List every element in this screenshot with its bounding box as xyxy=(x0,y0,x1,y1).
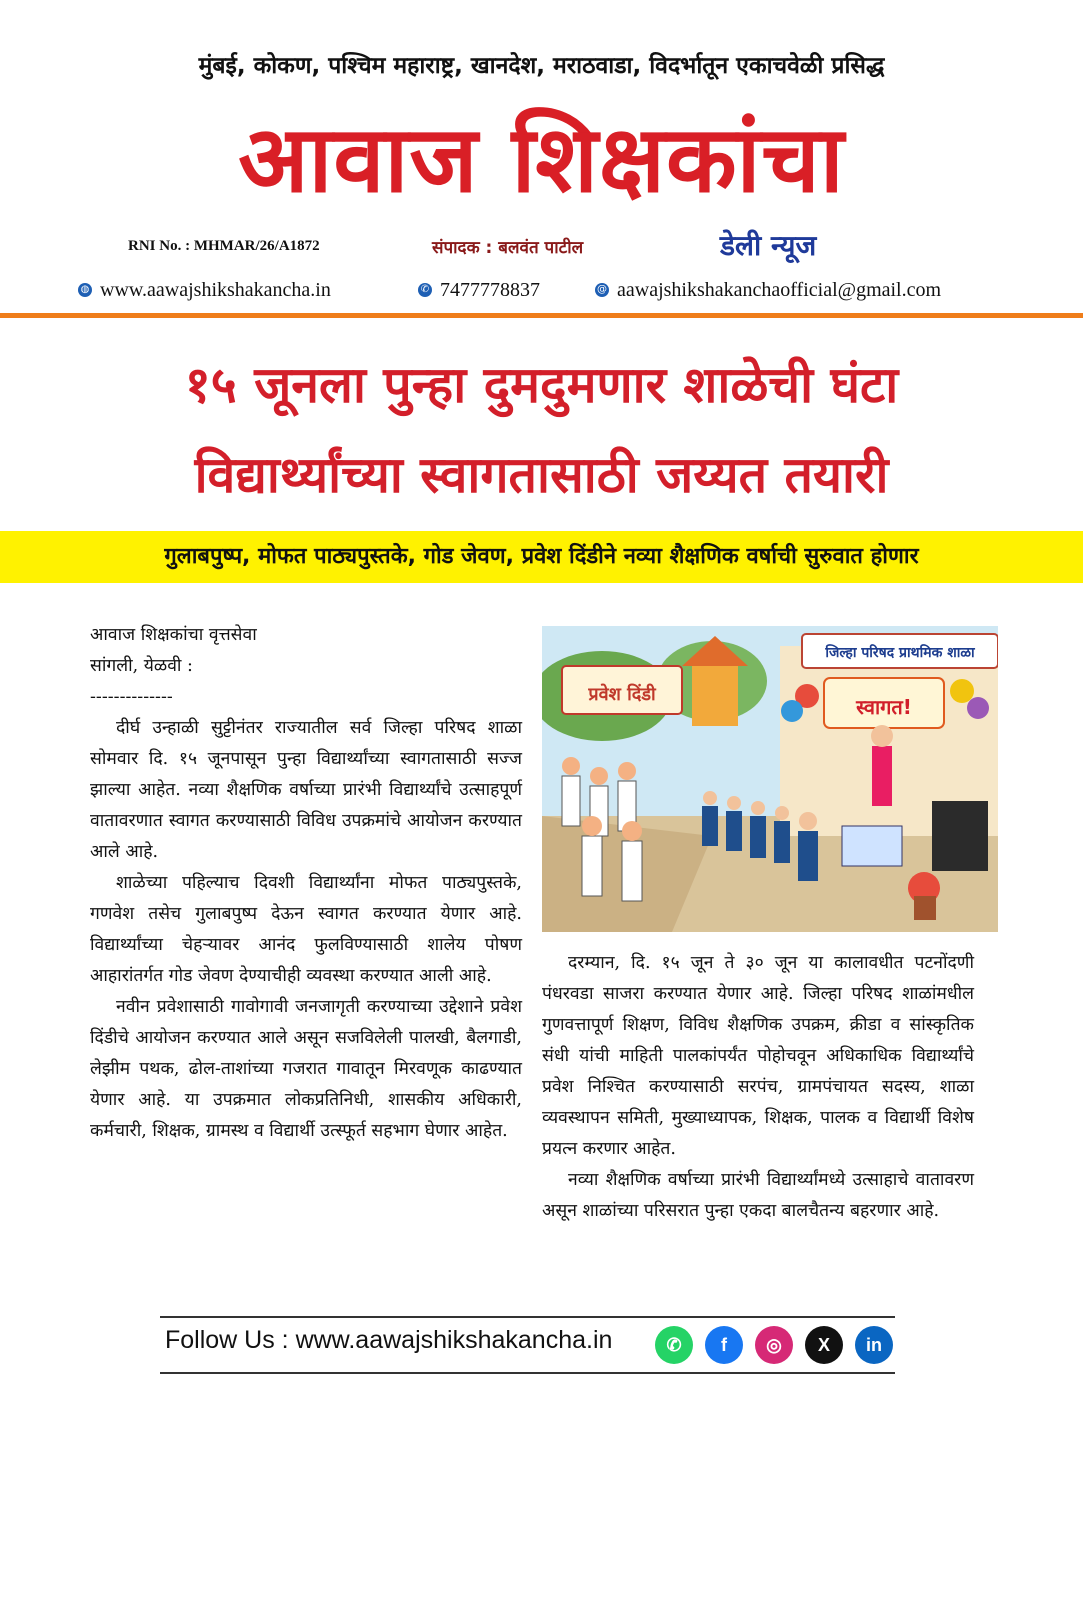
email-icon: @ xyxy=(597,284,607,295)
footer-rule-top xyxy=(160,1316,895,1318)
editor-credit: संपादक : बलवंत पाटील xyxy=(432,238,584,258)
paragraph-3: नवीन प्रवेशासाठी गावोगावी जनजागृती करण्याच्या उद्देशाने प्रवेश दिंडीचे आयोजन करण्यात आले असून सजविलेली पालखी, बैलगाडी, लेझीम पथक, ढोल-ताशांच्या गजरात गावातून मिरवणूक काढण्यात येणार आहे. या उपक्रमात लोकप्रतिनिधी, शासकीय अधिकारी, कर्मचारी, शिक्षक, ग्रामस्थ व विद्यार्थी उत्स्फूर्त सहभाग घेणार आहेत. xyxy=(90,997,522,1141)
paragraph-2: शाळेच्या पहिल्याच दिवशी विद्यार्थ्यांना मोफत पाठ्यपुस्तके, गणवेश तसेच गुलाबपुष्प देऊन स्वागत करण्यात येणार आहे. विद्यार्थ्यांच्या चेहऱ्यावर आनंद फुलविण्यासाठी शालेय पोषण आहारांतर्गत गोड जेवण देण्याचीही व्यवस्था करण्यात आली आहे. xyxy=(90,873,522,986)
school-sign-text: जिल्हा परिषद प्राथमिक शाळा xyxy=(825,645,975,661)
phone-icon: ✆ xyxy=(418,283,432,297)
article-column-left xyxy=(90,620,522,1147)
subheadline-bar: गुलाबपुष्प, मोफत पाठ्यपुस्तके, गोड जेवण, प्रवेश दिंडीने नव्या शैक्षणिक वर्षाची सुरुवात होणार xyxy=(0,531,1083,583)
phone-text: 7477778837 xyxy=(440,278,540,301)
header-divider xyxy=(0,313,1083,318)
website-contact[interactable] xyxy=(78,277,331,303)
phone-contact[interactable] xyxy=(418,277,540,303)
paragraph-5: नव्या शैक्षणिक वर्षाच्या प्रारंभी विद्यार्थ्यांमध्ये उत्साहाचे वातावरण असून शाळांच्या परिसरात पुन्हा एकदा बालचैतन्य बहरणार आहे. xyxy=(542,1170,974,1221)
headline-line-1: १५ जूनला पुन्हा दुमदुमणार शाळेची घंटा xyxy=(184,356,899,414)
article-illustration xyxy=(542,626,998,932)
social-icons xyxy=(655,1326,893,1364)
follow-us-link[interactable]: Follow Us : www.aawajshikshakancha.in xyxy=(165,1326,613,1354)
email-text: aawajshikshakanchaofficial@gmail.com xyxy=(617,278,942,301)
masthead-title: आवाज शिक्षकांचा xyxy=(238,106,845,213)
website-text: www.aawajshikshakancha.in xyxy=(100,278,331,301)
edition-label: डेली न्यूज xyxy=(720,229,817,262)
news-source: आवाज शिक्षकांचा वृत्तसेवा xyxy=(90,625,257,645)
instagram-icon[interactable]: ◎ xyxy=(755,1326,793,1364)
dindi-banner-text: प्रवेश दिंडी xyxy=(588,684,656,705)
rni-number: RNI No. : MHMAR/26/A1872 xyxy=(128,238,320,254)
separator: -------------- xyxy=(90,687,173,707)
facebook-icon[interactable]: f xyxy=(705,1326,743,1364)
tagline: मुंबई, कोकण, पश्चिम महाराष्ट्र, खानदेश, मराठवाडा, विदर्भातून एकाचवेळी प्रसिद्ध xyxy=(198,53,885,79)
x-icon[interactable]: X xyxy=(805,1326,843,1364)
headline-line-2: विद्यार्थ्यांच्या स्वागतासाठी जय्यत तयारी xyxy=(194,446,889,504)
email-contact[interactable] xyxy=(595,277,941,303)
dateline-place: सांगली, येळवी : xyxy=(90,656,193,676)
welcome-text: स्वागत! xyxy=(856,695,912,719)
whatsapp-icon[interactable]: ✆ xyxy=(655,1326,693,1364)
footer-rule-bottom xyxy=(160,1372,895,1374)
paragraph-4: दरम्यान, दि. १५ जून ते ३० जून या कालावधीत पटनोंदणी पंधरवडा साजरा करण्यात येणार आहे. जिल्हा परिषद शाळांमधील गुणवत्तापूर्ण शिक्षण, विविध शैक्षणिक उपक्रम, क्रीडा व सांस्कृतिक संधी यांची माहिती पालकांपर्यंत पोहोचवून अधिकाधिक विद्यार्थ्यांचे प्रवेश निश्चित करण्यासाठी सरपंच, ग्रामपंचायत सदस्य, शाळा व्यवस्थापन समिती, मुख्याध्यापक, शिक्षक, पालक व विद्यार्थी विशेष प्रयत्न करणार आहेत. xyxy=(542,953,974,1159)
globe-icon: ◍ xyxy=(78,283,92,297)
article-column-right xyxy=(542,948,974,1227)
linkedin-icon[interactable]: in xyxy=(855,1326,893,1364)
paragraph-1: दीर्घ उन्हाळी सुट्टीनंतर राज्यातील सर्व जिल्हा परिषद शाळा सोमवार दि. १५ जूनपासून पुन्हा विद्यार्थ्यांच्या स्वागतासाठी सज्ज झाल्या आहेत. नव्या शैक्षणिक वर्षाच्या प्रारंभी विद्यार्थ्यांचे उत्साहपूर्ण वातावरणात स्वागत करण्यासाठी विविध उपक्रमांचे आयोजन करण्यात आले आहे. xyxy=(90,718,522,862)
